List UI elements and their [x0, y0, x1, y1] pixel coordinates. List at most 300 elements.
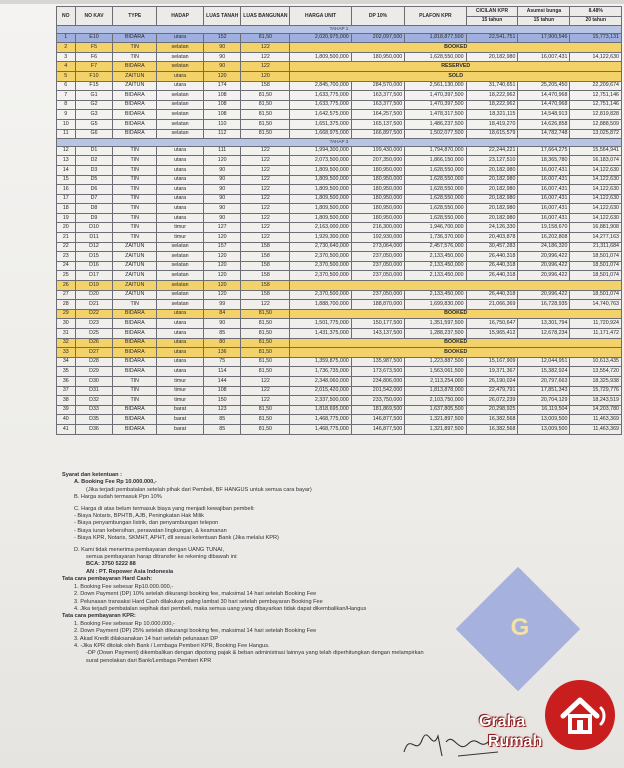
cell-plafon: 2,133,450,000 — [405, 271, 466, 281]
table-row — [57, 415, 622, 425]
cell-luas-bangunan: 122 — [241, 300, 290, 310]
cell-no: 33 — [57, 348, 76, 358]
phase-label: TAHAP 1 — [57, 26, 622, 34]
cell-cicilan-15b: 14,470,968 — [518, 91, 570, 101]
cell-type: TIN — [113, 396, 157, 406]
table-row — [57, 156, 622, 166]
cell-no: 11 — [57, 129, 76, 139]
cell-luas-bangunan: 122 — [241, 43, 290, 53]
cell-cicilan-15b: 20,996,422 — [518, 261, 570, 271]
cell-plafon: 1,351,597,500 — [405, 319, 466, 329]
cell-luas-bangunan: 81,50 — [241, 415, 290, 425]
cell-harga-unit: 2,845,700,000 — [290, 81, 351, 91]
cell-luas-tanah: 114 — [204, 367, 241, 377]
cell-dp: 163,377,500 — [351, 91, 405, 101]
cell-luas-bangunan: 81,50 — [241, 120, 290, 130]
cell-harga-unit: 1,668,975,000 — [290, 129, 351, 139]
cell-kav: F6 — [75, 52, 113, 62]
cell-type: BIDARA — [113, 309, 157, 319]
cell-cicilan-15b: 18,365,780 — [518, 156, 570, 166]
cell-luas-tanah: 85 — [204, 329, 241, 339]
price-table-body — [57, 26, 622, 434]
cell-plafon: 1,813,878,000 — [405, 386, 466, 396]
col-luas-tanah: LUAS TANAH — [204, 7, 241, 26]
cell-type: TIN — [113, 185, 157, 195]
cell-harga-unit: 1,809,500,000 — [290, 185, 351, 195]
cell-cicilan-15a: 20,182,980 — [466, 194, 518, 204]
col-20-tahun: 20 tahun — [570, 16, 622, 26]
cell-luas-tanah: 112 — [204, 129, 241, 139]
cell-no: 24 — [57, 261, 76, 271]
cell-kav: D22 — [75, 309, 113, 319]
cell-hadap: barat — [157, 415, 204, 425]
terms-line: Tata cara pembayaran Hard Cash: — [62, 576, 153, 583]
cell-luas-tanah: 150 — [204, 396, 241, 406]
table-row — [57, 300, 622, 310]
cell-dp: 173,673,500 — [351, 367, 405, 377]
cell-kav: D1 — [75, 146, 113, 156]
cell-type: TIN — [113, 43, 157, 53]
cell-cicilan-15a: 16,382,568 — [466, 415, 518, 425]
table-row — [57, 338, 622, 348]
cell-type: TIN — [113, 376, 157, 386]
cell-hadap: timur — [157, 376, 204, 386]
cell-dp: 143,137,500 — [351, 329, 405, 339]
cell-cicilan-15a: 18,615,579 — [466, 129, 518, 139]
table-row — [57, 348, 622, 358]
cell-luas-bangunan: 81,50 — [241, 367, 290, 377]
table-row — [57, 146, 622, 156]
cell-kav: D9 — [75, 213, 113, 223]
cell-cicilan-15a: 26,190,024 — [466, 376, 518, 386]
col-hadap: HADAP — [157, 7, 204, 26]
table-row — [57, 261, 622, 271]
cell-cicilan-15a: 16,382,568 — [466, 424, 518, 434]
cell-luas-bangunan: 81,50 — [241, 33, 290, 43]
table-row — [57, 91, 622, 101]
table-row — [57, 129, 622, 139]
cell-cicilan-15a: 19,371,367 — [466, 367, 518, 377]
cell-hadap: timur — [157, 223, 204, 233]
col-no-kav: NO KAV — [75, 7, 113, 26]
col-harga-unit: HARGA UNIT — [290, 7, 351, 26]
cell-harga-unit: 2,370,500,000 — [290, 252, 351, 262]
cell-dp: 199,430,000 — [351, 146, 405, 156]
cell-cicilan-20: 12,888,509 — [570, 120, 622, 130]
table-row — [57, 329, 622, 339]
cell-no: 39 — [57, 405, 76, 415]
cell-no: 29 — [57, 309, 76, 319]
col-bunga: 8.48% — [570, 7, 622, 17]
cell-plafon: 2,113,254,000 — [405, 376, 466, 386]
status-cell: BOOKED — [290, 309, 622, 319]
table-row — [57, 72, 622, 82]
cell-no: 16 — [57, 185, 76, 195]
cell-luas-tanah: 120 — [204, 252, 241, 262]
cell-cicilan-15a: 31,740,651 — [466, 81, 518, 91]
cell-dp: 237,050,000 — [351, 252, 405, 262]
cell-cicilan-20: 15,564,941 — [570, 146, 622, 156]
cell-cicilan-15b: 14,782,748 — [518, 129, 570, 139]
cell-cicilan-15b: 15,382,924 — [518, 367, 570, 377]
cell-kav: D7 — [75, 194, 113, 204]
cell-harga-unit: 2,370,500,000 — [290, 261, 351, 271]
cell-no: 40 — [57, 415, 76, 425]
cell-cicilan-20: 13,025,872 — [570, 129, 622, 139]
cell-harga-unit: 2,337,500,000 — [290, 396, 351, 406]
cell-dp: 237,050,000 — [351, 271, 405, 281]
cell-luas-bangunan: 122 — [241, 396, 290, 406]
cell-cicilan-15b: 14,626,858 — [518, 120, 570, 130]
cell-cicilan-20: 18,501,074 — [570, 252, 622, 262]
cell-dp: 202,097,500 — [351, 33, 405, 43]
cell-no: 4 — [57, 62, 76, 72]
cell-cicilan-15a: 18,419,270 — [466, 120, 518, 130]
cell-luas-tanah: 84 — [204, 309, 241, 319]
cell-kav: G3 — [75, 110, 113, 120]
cell-luas-bangunan: 122 — [241, 62, 290, 72]
cell-luas-tanah: 108 — [204, 100, 241, 110]
cell-cicilan-20: 18,501,074 — [570, 290, 622, 300]
cell-type: ZAITUN — [113, 271, 157, 281]
cell-plafon: 2,457,576,000 — [405, 242, 466, 252]
cell-dp: 181,869,500 — [351, 405, 405, 415]
cell-luas-bangunan: 158 — [241, 242, 290, 252]
cell-luas-tanah: 120 — [204, 72, 241, 82]
cell-plafon: 1,470,397,500 — [405, 100, 466, 110]
status-cell — [290, 281, 622, 291]
cell-kav: D5 — [75, 175, 113, 185]
table-row — [57, 290, 622, 300]
cell-hadap: utara — [157, 329, 204, 339]
cell-cicilan-20: 11,720,924 — [570, 319, 622, 329]
table-row — [57, 252, 622, 262]
terms-line: (Jika terjadi pembatalan setelah pihak dari Pembeli, BF HANGUS untuk semua cara bayar) — [86, 486, 312, 493]
cell-cicilan-15a: 22,244,221 — [466, 146, 518, 156]
cell-dp: 180,950,000 — [351, 52, 405, 62]
cell-luas-tanah: 120 — [204, 233, 241, 243]
table-row — [57, 43, 622, 53]
cell-kav: E10 — [75, 33, 113, 43]
cell-harga-unit: 1,809,500,000 — [290, 213, 351, 223]
house-icon — [545, 680, 615, 750]
cell-plafon: 1,628,550,000 — [405, 165, 466, 175]
cell-cicilan-15a: 22,479,791 — [466, 386, 518, 396]
cell-luas-bangunan: 158 — [241, 271, 290, 281]
cell-luas-bangunan: 122 — [241, 386, 290, 396]
cell-dp: 233,750,000 — [351, 396, 405, 406]
table-row — [57, 100, 622, 110]
cell-no: 37 — [57, 386, 76, 396]
cell-cicilan-15a: 30,457,283 — [466, 242, 518, 252]
cell-hadap: selatan — [157, 52, 204, 62]
cell-kav: D21 — [75, 300, 113, 310]
cell-dp: 188,870,000 — [351, 300, 405, 310]
cell-type: TIN — [113, 146, 157, 156]
cell-luas-bangunan: 81,50 — [241, 129, 290, 139]
terms-line: -DP (Down Payment) dikembalikan dengan dipotong pajak & beban administrasi lainnya yang telah diperhitungkan dengan melampirkan — [86, 650, 424, 657]
cell-hadap: utara — [157, 338, 204, 348]
cell-hadap: utara — [157, 309, 204, 319]
cell-luas-tanah: 120 — [204, 156, 241, 166]
cell-cicilan-15a: 26,440,318 — [466, 252, 518, 262]
cell-cicilan-20: 14,203,780 — [570, 405, 622, 415]
cell-luas-bangunan: 122 — [241, 213, 290, 223]
cell-no: 12 — [57, 146, 76, 156]
cell-cicilan-15b: 19,158,670 — [518, 223, 570, 233]
cell-dp: 180,950,000 — [351, 185, 405, 195]
cell-kav: G1 — [75, 91, 113, 101]
cell-type: TIN — [113, 223, 157, 233]
cell-luas-tanah: 90 — [204, 185, 241, 195]
terms-line: surat penolakan dari Bank/Lembaga Pemberi KPR — [86, 657, 212, 664]
cell-luas-tanah: 90 — [204, 52, 241, 62]
cell-cicilan-15b: 20,996,422 — [518, 271, 570, 281]
cell-plafon: 2,133,450,000 — [405, 290, 466, 300]
cell-dp: 216,300,000 — [351, 223, 405, 233]
cell-type: TIN — [113, 300, 157, 310]
cell-luas-bangunan: 120 — [241, 72, 290, 82]
cell-dp: 166,897,500 — [351, 129, 405, 139]
cell-type: ZAITUN — [113, 261, 157, 271]
cell-luas-bangunan: 81,50 — [241, 405, 290, 415]
cell-harga-unit: 2,020,975,000 — [290, 33, 351, 43]
cell-cicilan-15b: 16,119,504 — [518, 405, 570, 415]
cell-hadap: utara — [157, 156, 204, 166]
cell-plafon: 1,628,550,000 — [405, 213, 466, 223]
terms-line: - Biaya penyambungan listrik, dan penyambungan telepon — [74, 520, 219, 527]
col-asumsi: Asumsi bunga — [518, 7, 570, 17]
cell-harga-unit: 1,633,775,000 — [290, 91, 351, 101]
status-cell: RESERVED — [290, 62, 622, 72]
col-15-tahun-a: 15 tahun — [466, 16, 518, 26]
cell-cicilan-20: 14,122,630 — [570, 185, 622, 195]
table-row — [57, 185, 622, 195]
cell-harga-unit: 2,348,060,000 — [290, 376, 351, 386]
cell-cicilan-15a: 18,222,962 — [466, 91, 518, 101]
col-no: NO — [57, 7, 76, 26]
cell-kav: D30 — [75, 376, 113, 386]
cell-cicilan-20: 14,122,630 — [570, 52, 622, 62]
cell-hadap: utara — [157, 213, 204, 223]
col-15-tahun-b: 15 tahun — [518, 16, 570, 26]
cell-luas-bangunan: 81,50 — [241, 91, 290, 101]
cell-no: 41 — [57, 424, 76, 434]
cell-plafon: 1,563,061,500 — [405, 367, 466, 377]
cell-plafon: 1,288,237,500 — [405, 329, 466, 339]
terms-line: 1. Booking Fee sebesar Rp 10.000.000,- — [74, 620, 175, 627]
cell-luas-tanah: 85 — [204, 415, 241, 425]
cell-kav: D8 — [75, 204, 113, 214]
cell-type: BIDARA — [113, 100, 157, 110]
cell-dp: 164,257,500 — [351, 110, 405, 120]
cell-no: 23 — [57, 252, 76, 262]
cell-cicilan-15a: 18,321,115 — [466, 110, 518, 120]
status-cell: SOLD — [290, 72, 622, 82]
cell-no: 3 — [57, 52, 76, 62]
cell-cicilan-15a: 20,182,980 — [466, 175, 518, 185]
cell-luas-bangunan: 81,50 — [241, 309, 290, 319]
cell-luas-bangunan: 158 — [241, 281, 290, 291]
cell-hadap: selatan — [157, 120, 204, 130]
cell-hadap: selatan — [157, 129, 204, 139]
cell-cicilan-20: 14,122,630 — [570, 194, 622, 204]
cell-cicilan-15b: 16,728,935 — [518, 300, 570, 310]
table-row — [57, 194, 622, 204]
cell-hadap: utara — [157, 357, 204, 367]
logo-badge — [545, 680, 615, 750]
status-cell: BOOKED — [290, 43, 622, 53]
cell-kav: D23 — [75, 319, 113, 329]
cell-hadap: selatan — [157, 281, 204, 291]
cell-type: TIN — [113, 156, 157, 166]
cell-harga-unit: 1,809,500,000 — [290, 52, 351, 62]
cell-plafon: 2,561,130,000 — [405, 81, 466, 91]
cell-plafon: 1,736,370,000 — [405, 233, 466, 243]
cell-harga-unit: 2,073,500,000 — [290, 156, 351, 166]
cell-type: TIN — [113, 52, 157, 62]
cell-cicilan-20: 13,554,720 — [570, 367, 622, 377]
cell-luas-bangunan: 122 — [241, 146, 290, 156]
cell-no: 35 — [57, 367, 76, 377]
cell-kav: D29 — [75, 367, 113, 377]
cell-kav: D15 — [75, 252, 113, 262]
cell-hadap: selatan — [157, 252, 204, 262]
watermark-letter: G — [510, 614, 530, 641]
cell-cicilan-15a: 24,126,330 — [466, 223, 518, 233]
cell-kav: G2 — [75, 100, 113, 110]
cell-cicilan-15a: 18,222,962 — [466, 100, 518, 110]
cell-kav: D28 — [75, 357, 113, 367]
cell-luas-bangunan: 122 — [241, 204, 290, 214]
cell-luas-tanah: 111 — [204, 146, 241, 156]
cell-luas-bangunan: 158 — [241, 252, 290, 262]
cell-kav: D19 — [75, 281, 113, 291]
cell-luas-tanah: 152 — [204, 33, 241, 43]
cell-type: ZAITUN — [113, 281, 157, 291]
cell-cicilan-20: 18,243,519 — [570, 396, 622, 406]
cell-type: TIN — [113, 386, 157, 396]
table-row — [57, 309, 622, 319]
table-row — [57, 165, 622, 175]
cell-luas-tanah: 90 — [204, 194, 241, 204]
cell-harga-unit: 1,929,300,000 — [290, 233, 351, 243]
cell-harga-unit: 2,015,420,000 — [290, 386, 351, 396]
table-row — [57, 62, 622, 72]
cell-cicilan-20: 14,277,163 — [570, 233, 622, 243]
status-cell: BOOKED — [290, 338, 622, 348]
cell-cicilan-15b: 16,007,431 — [518, 52, 570, 62]
cell-kav: D32 — [75, 396, 113, 406]
cell-luas-tanah: 108 — [204, 110, 241, 120]
cell-no: 30 — [57, 319, 76, 329]
cell-harga-unit: 1,809,500,000 — [290, 194, 351, 204]
cell-cicilan-15b: 13,009,500 — [518, 424, 570, 434]
cell-plafon: 1,486,237,500 — [405, 120, 466, 130]
cell-type: BIDARA — [113, 329, 157, 339]
cell-luas-bangunan: 158 — [241, 81, 290, 91]
table-row — [57, 376, 622, 386]
cell-dp: 192,930,000 — [351, 233, 405, 243]
cell-kav: D16 — [75, 261, 113, 271]
cell-harga-unit: 1,888,700,000 — [290, 300, 351, 310]
cell-cicilan-20: 12,751,146 — [570, 100, 622, 110]
cell-no: 8 — [57, 100, 76, 110]
cell-hadap: selatan — [157, 100, 204, 110]
cell-dp: 150,177,500 — [351, 319, 405, 329]
cell-no: 28 — [57, 300, 76, 310]
cell-cicilan-20: 14,122,630 — [570, 204, 622, 214]
cell-luas-tanah: 157 — [204, 242, 241, 252]
terms-line: 3. Pelunasan transaksi Hard Cash dilakukan paling lambat 30 hari setelah pembayaran Booking Fee — [74, 598, 323, 605]
cell-cicilan-15a: 20,182,980 — [466, 52, 518, 62]
cell-cicilan-20: 11,463,369 — [570, 424, 622, 434]
cell-cicilan-15b: 20,996,422 — [518, 290, 570, 300]
cell-type: BIDARA — [113, 319, 157, 329]
cell-type: BIDARA — [113, 357, 157, 367]
col-dp: DP 10% — [351, 7, 405, 26]
cell-type: BIDARA — [113, 338, 157, 348]
cell-cicilan-20: 14,122,630 — [570, 175, 622, 185]
cell-harga-unit: 1,468,775,000 — [290, 424, 351, 434]
cell-hadap: barat — [157, 424, 204, 434]
cell-harga-unit: 1,359,875,000 — [290, 357, 351, 367]
cell-luas-tanah: 90 — [204, 204, 241, 214]
cell-no: 20 — [57, 223, 76, 233]
cell-luas-bangunan: 81,50 — [241, 424, 290, 434]
cell-cicilan-20: 12,751,146 — [570, 91, 622, 101]
terms-and-conditions — [62, 472, 532, 665]
cell-cicilan-20: 14,740,763 — [570, 300, 622, 310]
cell-cicilan-15a: 26,440,318 — [466, 290, 518, 300]
cell-hadap: barat — [157, 405, 204, 415]
cell-kav: F7 — [75, 62, 113, 72]
cell-plafon: 1,628,550,000 — [405, 52, 466, 62]
cell-harga-unit: 2,370,500,000 — [290, 271, 351, 281]
cell-luas-tanah: 120 — [204, 271, 241, 281]
cell-plafon: 1,699,830,000 — [405, 300, 466, 310]
cell-plafon: 1,321,897,500 — [405, 415, 466, 425]
table-row — [57, 110, 622, 120]
cell-luas-bangunan: 122 — [241, 52, 290, 62]
cell-type: ZAITUN — [113, 242, 157, 252]
cell-luas-tanah: 108 — [204, 91, 241, 101]
cell-plafon: 1,502,077,500 — [405, 129, 466, 139]
price-table — [56, 6, 622, 435]
cell-hadap: selatan — [157, 261, 204, 271]
cell-no: 2 — [57, 43, 76, 53]
cell-plafon: 2,103,750,000 — [405, 396, 466, 406]
table-row — [57, 120, 622, 130]
cell-plafon: 1,321,897,500 — [405, 424, 466, 434]
cell-no: 31 — [57, 329, 76, 339]
cell-plafon: 1,794,870,000 — [405, 146, 466, 156]
cell-kav: G5 — [75, 120, 113, 130]
table-row — [57, 319, 622, 329]
col-plafon: PLAFON KPR — [405, 7, 466, 26]
cell-luas-tanah: 123 — [204, 405, 241, 415]
cell-cicilan-20: 16,881,908 — [570, 223, 622, 233]
terms-line: D. Kami tidak menerima pembayaran dengan UANG TUNAI, — [74, 546, 225, 553]
cell-type: ZAITUN — [113, 72, 157, 82]
cell-kav: D11 — [75, 233, 113, 243]
cell-harga-unit: 1,651,375,000 — [290, 120, 351, 130]
cell-plafon: 1,637,805,500 — [405, 405, 466, 415]
cell-luas-tanah: 90 — [204, 213, 241, 223]
table-row — [57, 357, 622, 367]
cell-luas-tanah: 108 — [204, 386, 241, 396]
cell-harga-unit: 1,468,775,000 — [290, 415, 351, 425]
